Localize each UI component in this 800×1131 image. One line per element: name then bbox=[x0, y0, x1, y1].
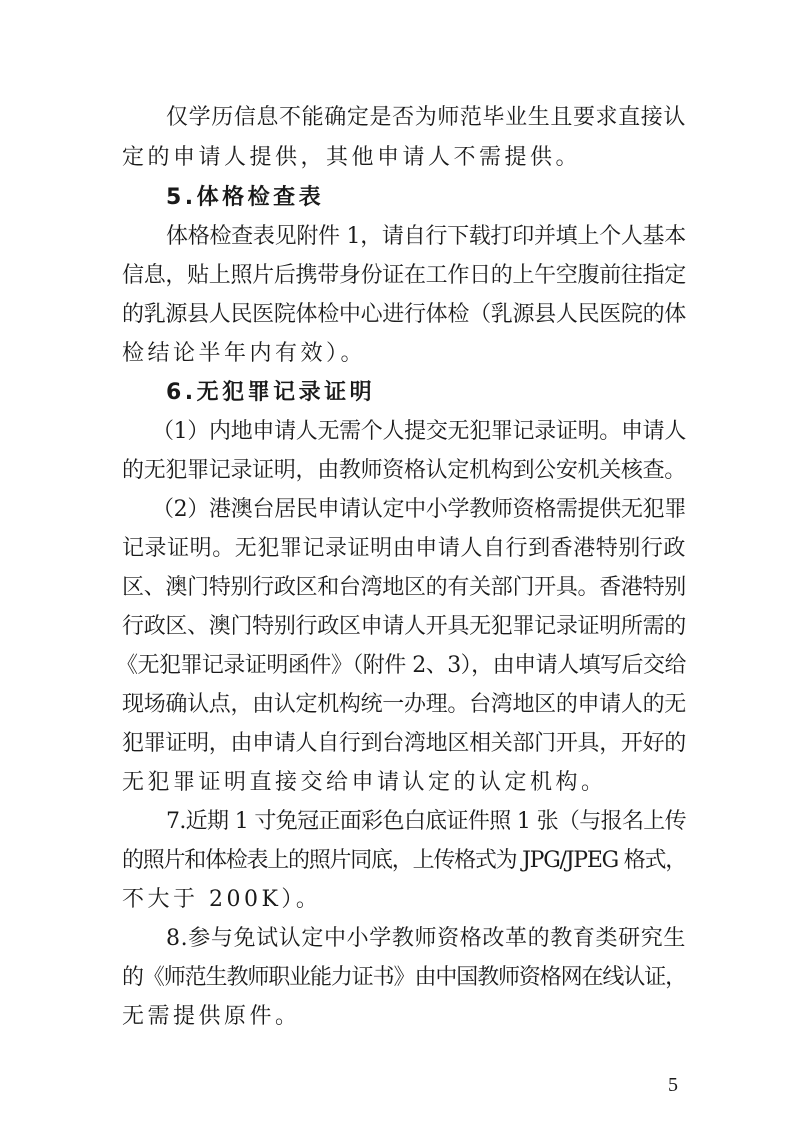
page-number: 5 bbox=[668, 1074, 678, 1096]
body-line: 的无犯罪记录证明，由教师资格认定机构到公安机关核查。 bbox=[122, 458, 686, 483]
body-line: 《无犯罪记录证明函件》（附件 2、3），由申请人填写后交给 bbox=[116, 653, 686, 678]
body-line: （2）港澳台居民申请认定中小学教师资格需提供无犯罪 bbox=[152, 497, 686, 522]
body-line: 区、澳门特别行政区和台湾地区的有关部门开具。香港特别 bbox=[122, 575, 686, 600]
body-line: 记录证明。无犯罪记录证明由申请人自行到香港特别行政 bbox=[122, 536, 686, 561]
body-line: 体格检查表见附件 1，请自行下载打印并填上个人基本 bbox=[166, 224, 686, 249]
body-line: 检结论半年内有效）。 bbox=[122, 341, 367, 366]
body-line: 现场确认点，由认定机构统一办理。台湾地区的申请人的无 bbox=[122, 692, 686, 717]
body-line: 仅学历信息不能确定是否为师范毕业生且要求直接认 bbox=[166, 105, 686, 130]
body-line: 7.近期 1 寸免冠正面彩色白底证件照 1 张（与报名上传 bbox=[166, 809, 686, 834]
body-line: 犯罪证明，由申请人自行到台湾地区相关部门开具，开好的 bbox=[122, 731, 686, 756]
body-line: 无需提供原件。 bbox=[122, 1004, 301, 1029]
body-line: 的《师范生教师职业能力证书》由中国教师资格网在线认证， bbox=[122, 965, 686, 990]
body-line: 行政区、澳门特别行政区申请人开具无犯罪记录证明所需的 bbox=[122, 614, 686, 639]
body-line: （1）内地申请人无需个人提交无犯罪记录证明。申请人 bbox=[152, 419, 686, 444]
section-heading: 6.无犯罪记录证明 bbox=[166, 380, 376, 405]
body-line: 的乳源县人民医院体检中心进行体检（乳源县人民医院的体 bbox=[122, 302, 686, 327]
body-line: 信息，贴上照片后携带身份证在工作日的上午空腹前往指定 bbox=[122, 263, 686, 288]
body-line: 的照片和体检表上的照片同底，上传格式为 JPG/JPEG 格式， bbox=[122, 848, 686, 873]
body-line: 无犯罪证明直接交给申请认定的认定机构。 bbox=[122, 770, 607, 795]
section-heading: 5.体格检查表 bbox=[166, 185, 325, 210]
body-line: 8.参与免试认定中小学教师资格改革的教育类研究生 bbox=[166, 926, 686, 951]
body-line: 不大于 200K）。 bbox=[122, 887, 322, 912]
body-line: 定的申请人提供，其他申请人不需提供。 bbox=[122, 145, 582, 170]
